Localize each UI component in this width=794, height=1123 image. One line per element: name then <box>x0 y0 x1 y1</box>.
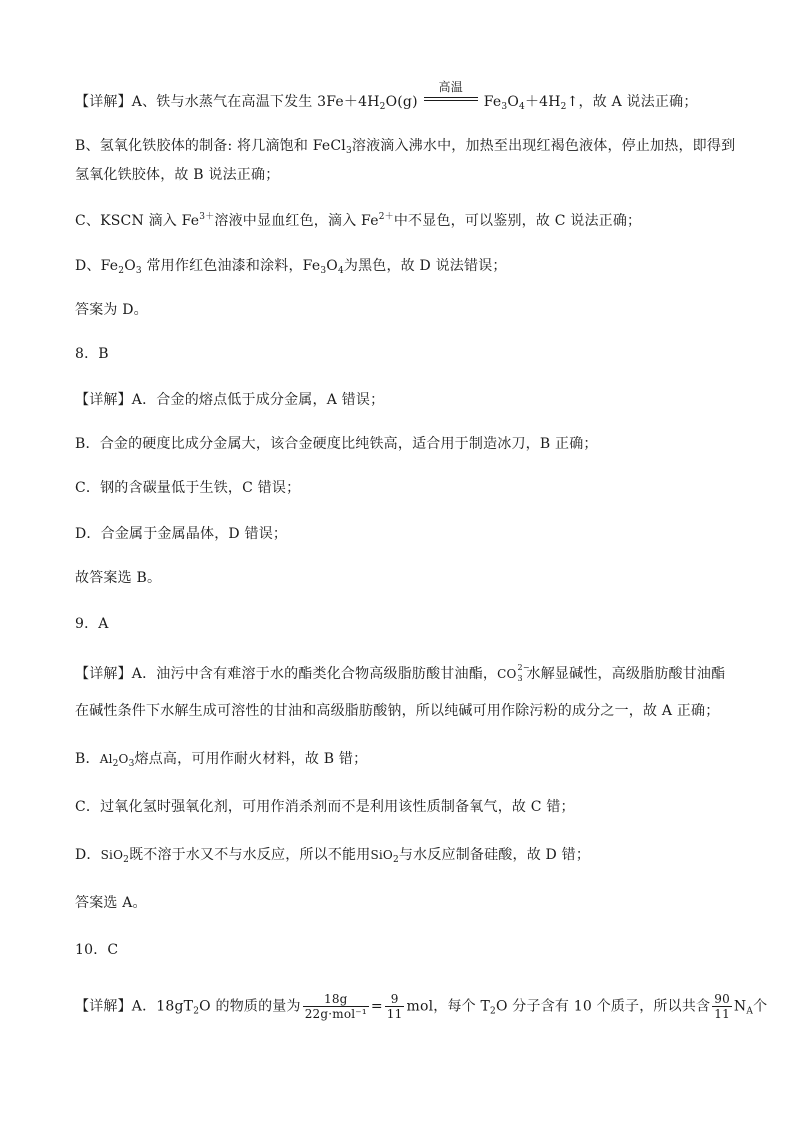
subscript: 3 <box>128 759 135 769</box>
text: mol，每个 T <box>406 998 491 1015</box>
equals-bar <box>424 97 478 98</box>
subscript: 2 <box>193 1006 200 1017</box>
subscript: 2 <box>490 1006 496 1017</box>
text: 个 <box>753 998 768 1015</box>
text: D． <box>75 847 101 863</box>
subscript: 4 <box>519 102 525 112</box>
text: 常用作红色油漆和涂料，Fe <box>141 258 321 274</box>
answer-line <box>75 568 161 588</box>
ion-script <box>517 663 530 683</box>
paragraph-line-9c <box>75 749 367 769</box>
text: = <box>370 998 383 1015</box>
subscript: 3 <box>501 102 508 112</box>
text: C．钢的含碳量低于生铁，C 错误； <box>75 480 301 496</box>
text: 8．B <box>75 346 109 362</box>
subscript: 2 <box>379 102 386 112</box>
text: 中不显色，可以鉴别，故 C 说法正确； <box>393 213 642 229</box>
superscript: 3＋ <box>199 212 215 222</box>
subscript: 3 <box>135 266 142 276</box>
subscript: 3 <box>517 674 523 683</box>
text: 【详解】A、铁与水蒸气在高温下发生 3Fe＋4H <box>75 94 380 110</box>
subscript: 2 <box>392 855 399 865</box>
paragraph-line-9d <box>75 797 575 817</box>
text: O <box>124 258 136 274</box>
equals-bar <box>424 100 478 101</box>
text: D、Fe <box>75 258 119 274</box>
text: 答案选 A。 <box>75 895 147 911</box>
paragraph-line-4 <box>75 211 641 231</box>
text: O 分子含有 10 个质子，所以共含 <box>495 998 711 1015</box>
numerator: 90 <box>714 992 730 1006</box>
paragraph-line-9e <box>75 845 590 865</box>
text: 溶液滴入沸水中，加热至出现红褐色液体，停止加热，即得到 <box>351 138 736 154</box>
text: O <box>507 94 519 110</box>
text: 溶液中显血红色，滴入 Fe <box>214 213 379 229</box>
reaction-condition-arrow <box>422 80 480 112</box>
text: 10．C <box>75 942 119 958</box>
text: 9．A <box>75 616 109 632</box>
subscript: 2 <box>118 266 125 276</box>
text: N <box>733 998 747 1015</box>
text: C．过氧化氢时强氧化剂，可用作消杀剂而不是利用该性质制备氧气，故 C 错； <box>75 799 575 815</box>
numerator: 18g <box>324 992 348 1006</box>
question-number-9 <box>75 614 109 634</box>
formula-text: O <box>118 752 129 766</box>
text: 既不溶于水又不与水反应，所以不能用 <box>129 847 371 863</box>
text: Fe <box>483 94 502 110</box>
question-number-10 <box>75 940 118 960</box>
denominator: 11 <box>386 1007 403 1021</box>
denominator: 22g·mol⁻¹ <box>304 1007 367 1021</box>
paragraph-line-8a <box>75 390 384 410</box>
fraction <box>385 992 405 1021</box>
paragraph-line-9b <box>75 701 719 721</box>
text: 答案为 D。 <box>75 302 148 318</box>
subscript: 3 <box>345 146 352 156</box>
text: 故答案选 B。 <box>75 570 162 586</box>
text: B． <box>75 751 100 767</box>
text: O 的物质的量为 <box>199 998 301 1015</box>
text: 熔点高，可用作耐火材料，故 B 错； <box>134 751 368 767</box>
text: 为黑色，故 D 说法错误； <box>343 258 507 274</box>
paragraph-line-1 <box>75 80 698 112</box>
paragraph-line-9a <box>75 664 725 684</box>
fraction <box>303 992 369 1021</box>
text: 【详解】A．合金的熔点低于成分金属，A 错误； <box>75 392 385 408</box>
superscript: 2− <box>517 663 530 672</box>
subscript: 2 <box>560 102 567 112</box>
paragraph-line-10a <box>75 992 767 1021</box>
text: ＋4H <box>524 94 561 110</box>
text: 在碱性条件下水解生成可溶性的甘油和高级脂肪酸钠，所以纯碱可用作除污粉的成分之一，故 A 正确； <box>75 703 720 719</box>
text: B．合金的硬度比成分金属大，该合金硬度比纯铁高，适合用于制造冰刀，B 正确； <box>75 436 598 452</box>
formula-text: SiO <box>100 848 124 862</box>
text: 氢氧化铁胶体，故 B 说法正确； <box>75 167 280 183</box>
numerator: 9 <box>390 992 399 1006</box>
subscript: A <box>746 1006 754 1017</box>
fraction <box>712 992 732 1021</box>
text: 水解显碱性，高级脂肪酸甘油酯 <box>526 666 726 682</box>
subscript: 4 <box>337 266 344 276</box>
text: ↑，故 A 说法正确； <box>566 94 698 110</box>
formula-text: SiO <box>370 848 393 862</box>
text: O(g) <box>385 94 418 110</box>
text: C、KSCN 滴入 Fe <box>75 213 200 229</box>
paragraph-line-8c <box>75 478 300 498</box>
text: O <box>326 258 338 274</box>
text: D．合金属于金属晶体，D 错误； <box>75 526 288 542</box>
paragraph-line-2 <box>75 136 735 156</box>
subscript: 3 <box>320 266 327 276</box>
subscript: 2 <box>123 855 130 865</box>
paragraph-line-8d <box>75 524 287 544</box>
answer-line <box>75 893 147 913</box>
superscript: 2＋ <box>378 212 394 222</box>
paragraph-line-5 <box>75 256 507 276</box>
answer-line <box>75 300 148 320</box>
reaction-condition-label: 高温 <box>438 80 463 94</box>
subscript: 2 <box>112 759 119 769</box>
text: 与水反应制备硅酸，故 D 错； <box>398 847 591 863</box>
question-number-8 <box>75 344 109 364</box>
formula-text: Al <box>99 752 113 766</box>
text: 【详解】A．油污中含有难溶于水的酯类化合物高级脂肪酸甘油酯， <box>75 666 498 682</box>
carbonate-formula: CO <box>497 667 517 681</box>
text: 【详解】A．18gT <box>75 998 194 1015</box>
denominator: 11 <box>714 1007 730 1021</box>
paragraph-line-3 <box>75 165 279 185</box>
text: B、氢氧化铁胶体的制备: 将几滴饱和 FeCl <box>75 138 346 154</box>
paragraph-line-8b <box>75 434 598 454</box>
